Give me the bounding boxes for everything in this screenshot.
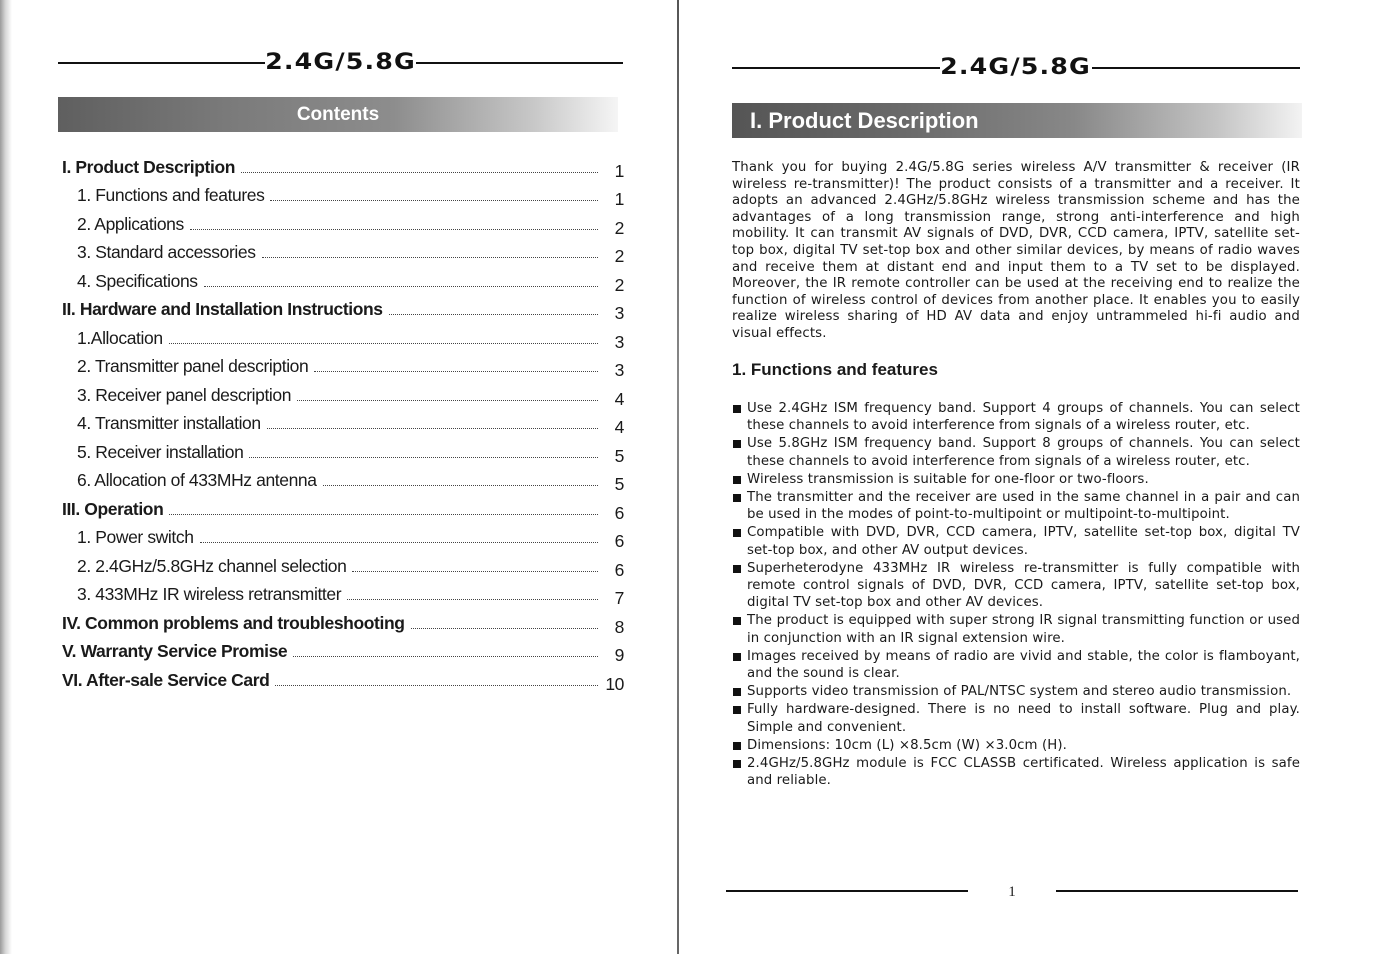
feature-text: Use 2.4GHz ISM frequency band. Support 4 groups of channels. You can select these channels to avoid interference from signals of a wireless router, etc. <box>747 401 1300 434</box>
square-bullet-icon <box>733 706 741 714</box>
toc-entry-page: 5 <box>614 474 624 494</box>
header-rule-left <box>58 62 265 64</box>
toc-entry <box>62 552 624 581</box>
toc-entry-label: II. Hardware and Installation Instructions <box>62 299 383 319</box>
product-description-title: I. Product Description <box>750 107 979 133</box>
toc-entry-label: VI. After-sale Service Card <box>62 669 270 690</box>
toc-dot-leader <box>200 542 598 543</box>
footer-rule-right <box>1056 890 1298 892</box>
feature-text: The product is equipped with super strong IR signal transmitting function or used in conjunction with an IR signal extension wire. <box>747 613 1300 646</box>
toc-entry-label: 3. Standard accessories <box>77 242 256 262</box>
feature-item <box>732 683 1300 700</box>
product-logo: 2.4G/5.8G <box>940 55 1092 80</box>
square-bullet-icon <box>733 565 741 573</box>
toc-entry-page: 3 <box>614 360 624 380</box>
toc-dot-leader <box>275 685 598 686</box>
features-list <box>732 400 1300 790</box>
toc-dot-leader <box>249 457 598 458</box>
feature-text: Dimensions: 10cm (L) ×8.5cm (W) ×3.0cm (H). <box>747 737 1067 753</box>
intro-paragraph: Thank you for buying 2.4G/5.8G series wireless A/V transmitter & receiver (IR wireless re-transmitter)! The product consists of a transmitter and a receiver. It adopts an advanced 2.4GHz/5.8GHz wireless transmission scheme and has the advantages of a long transmission range, strong anti-interference and high mobility. It can transmit AV signals of DVD, DVR, CCD camera, IPTV, satellite set-top box, digital TV set-top box and other similar devices, by means of radio waves and receive them at distant end and input them to a TV set to be displayed. Moreover, the IR remote controller can be used at the receiving end to realize the function of wireless control of devices from another place. It enables you to easily realize wireless sharing of HD AV data and enjoy untrammeled hi-fi audio and visual effects. <box>732 160 1300 341</box>
toc-entry-page: 2 <box>614 246 624 266</box>
feature-item <box>732 400 1300 435</box>
toc-entry <box>62 666 624 695</box>
left-header-band <box>58 50 623 75</box>
toc-entry <box>62 239 624 268</box>
toc-entry-page: 9 <box>614 645 624 665</box>
toc-entry <box>62 381 624 410</box>
toc-entry <box>62 153 624 182</box>
feature-item <box>732 524 1300 559</box>
toc-entry-page: 3 <box>614 303 624 323</box>
toc-entry-label: 4. Specifications <box>77 270 198 291</box>
square-bullet-icon <box>733 529 741 537</box>
toc-dot-leader <box>389 314 598 315</box>
square-bullet-icon <box>733 653 741 661</box>
page-footer <box>726 884 1298 910</box>
square-bullet-icon <box>733 688 741 696</box>
toc-dot-leader <box>323 485 598 486</box>
toc-dot-leader <box>270 200 598 201</box>
header-rule-left <box>732 67 940 69</box>
toc-entry-page: 3 <box>614 331 624 352</box>
contents-title-bar <box>58 97 618 132</box>
feature-item <box>732 648 1300 683</box>
toc-entry-page: 8 <box>614 616 624 637</box>
toc-entry-label: III. Operation <box>62 498 164 519</box>
feature-item <box>732 755 1300 790</box>
toc-entry-label: 3. 433MHz IR wireless retransmitter <box>77 584 342 604</box>
feature-item <box>732 435 1300 470</box>
toc-entry-page: 7 <box>614 588 624 608</box>
toc-dot-leader <box>169 343 598 344</box>
toc-entry-label: 1. Power switch <box>77 527 194 547</box>
square-bullet-icon <box>733 440 741 448</box>
toc-entry <box>62 353 624 382</box>
product-description-title-bar <box>732 103 1302 138</box>
toc-entry-label: 2. Transmitter panel description <box>77 356 309 376</box>
square-bullet-icon <box>733 742 741 750</box>
toc-entry-page: 6 <box>614 559 624 580</box>
toc-entry-page: 1 <box>614 189 624 209</box>
product-logo: 2.4G/5.8G <box>265 50 416 75</box>
functions-section-title: 1. Functions and features <box>732 360 938 379</box>
page-number: 1 <box>1008 884 1016 900</box>
table-of-contents <box>62 153 624 695</box>
toc-entry-page: 5 <box>614 445 624 466</box>
toc-entry <box>62 410 624 439</box>
toc-entry-label: 1. Functions and features <box>77 185 265 205</box>
feature-item <box>732 737 1300 754</box>
product-description-page <box>680 0 1373 954</box>
header-rule-right <box>1092 67 1300 69</box>
toc-entry-page: 6 <box>614 531 624 551</box>
contents-title: Contents <box>296 103 380 125</box>
toc-entry-label: 5. Receiver installation <box>77 441 244 462</box>
contents-page <box>0 0 678 954</box>
toc-entry-label: 1.Allocation <box>77 327 163 348</box>
toc-entry-label: IV. Common problems and troubleshooting <box>62 612 405 633</box>
toc-entry-page: 4 <box>614 388 624 409</box>
toc-entry-page: 6 <box>614 502 624 523</box>
feature-text: Wireless transmission is suitable for one-floor or two-floors. <box>747 471 1149 487</box>
toc-entry <box>62 467 624 496</box>
toc-entry-page: 1 <box>614 160 624 181</box>
feature-text: 2.4GHz/5.8GHz module is FCC CLASSB certificated. Wireless application is safe and reliable. <box>747 755 1300 789</box>
toc-entry-label: 6. Allocation of 433MHz antenna <box>77 470 317 490</box>
toc-dot-leader <box>169 514 598 515</box>
toc-entry-page: 4 <box>614 417 624 437</box>
toc-entry-label: I. Product Description <box>62 156 236 177</box>
toc-dot-leader <box>297 400 598 401</box>
toc-dot-leader <box>347 599 598 600</box>
toc-entry <box>62 638 624 667</box>
toc-entry-label: 4. Transmitter installation <box>77 413 261 433</box>
square-bullet-icon <box>733 476 741 484</box>
toc-entry <box>62 182 624 211</box>
feature-text: Supports video transmission of PAL/NTSC system and stereo audio transmission. <box>747 684 1292 700</box>
toc-entry <box>62 324 624 353</box>
toc-entry <box>62 296 624 325</box>
square-bullet-icon <box>733 760 741 768</box>
toc-entry-label: 2. Applications <box>77 213 184 234</box>
toc-dot-leader <box>204 286 598 287</box>
feature-item <box>732 489 1300 524</box>
square-bullet-icon <box>733 617 741 625</box>
feature-text: Superheterodyne 433MHz IR wireless re-transmitter is fully compatible with remote control signals of DVD, DVR, CCD camera, IPTV, satellite set-top box, digital TV set-top box and other AV devices. <box>747 560 1300 611</box>
square-bullet-icon <box>733 494 741 502</box>
toc-dot-leader <box>314 371 598 372</box>
toc-entry-label: V. Warranty Service Promise <box>62 641 288 661</box>
toc-entry <box>62 267 624 296</box>
toc-entry-page: 10 <box>605 673 624 694</box>
feature-item <box>732 612 1300 647</box>
toc-entry-label: 2. 2.4GHz/5.8GHz channel selection <box>77 555 347 576</box>
toc-entry <box>62 495 624 524</box>
feature-item <box>732 560 1300 612</box>
toc-entry <box>62 438 624 467</box>
toc-entry <box>62 210 624 239</box>
toc-dot-leader <box>241 172 598 173</box>
toc-dot-leader <box>352 571 598 572</box>
toc-dot-leader <box>293 656 598 657</box>
toc-entry-page: 2 <box>614 274 624 295</box>
feature-text: Use 5.8GHz ISM frequency band. Support 8 groups of channels. You can select these channels to avoid interference from signals of a wireless router, etc. <box>747 436 1300 469</box>
toc-dot-leader <box>190 229 598 230</box>
toc-entry <box>62 609 624 638</box>
feature-text: Compatible with DVD, DVR, CCD camera, IPTV, satellite set-top box, digital TV set-top box, and other AV output devices. <box>747 525 1300 558</box>
toc-entry <box>62 581 624 610</box>
toc-entry-label: 3. Receiver panel description <box>77 384 292 405</box>
footer-rule-left <box>726 890 968 892</box>
toc-entry <box>62 524 624 553</box>
header-rule-right <box>416 62 623 64</box>
feature-item <box>732 471 1300 488</box>
toc-dot-leader <box>411 628 598 629</box>
toc-entry-page: 2 <box>614 217 624 238</box>
right-header-band <box>732 55 1300 80</box>
square-bullet-icon <box>733 405 741 413</box>
feature-text: The transmitter and the receiver are used in the same channel in a pair and can be used in the modes of point-to-multipoint or multipoint-to-multipoint. <box>747 489 1300 523</box>
toc-dot-leader <box>267 428 598 429</box>
feature-text: Fully hardware-designed. There is no need to install software. Plug and play. Simple and convenient. <box>747 702 1300 735</box>
feature-text: Images received by means of radio are vivid and stable, the color is flamboyant, and the sound is clear. <box>747 648 1300 682</box>
toc-dot-leader <box>262 257 598 258</box>
feature-item <box>732 701 1300 736</box>
